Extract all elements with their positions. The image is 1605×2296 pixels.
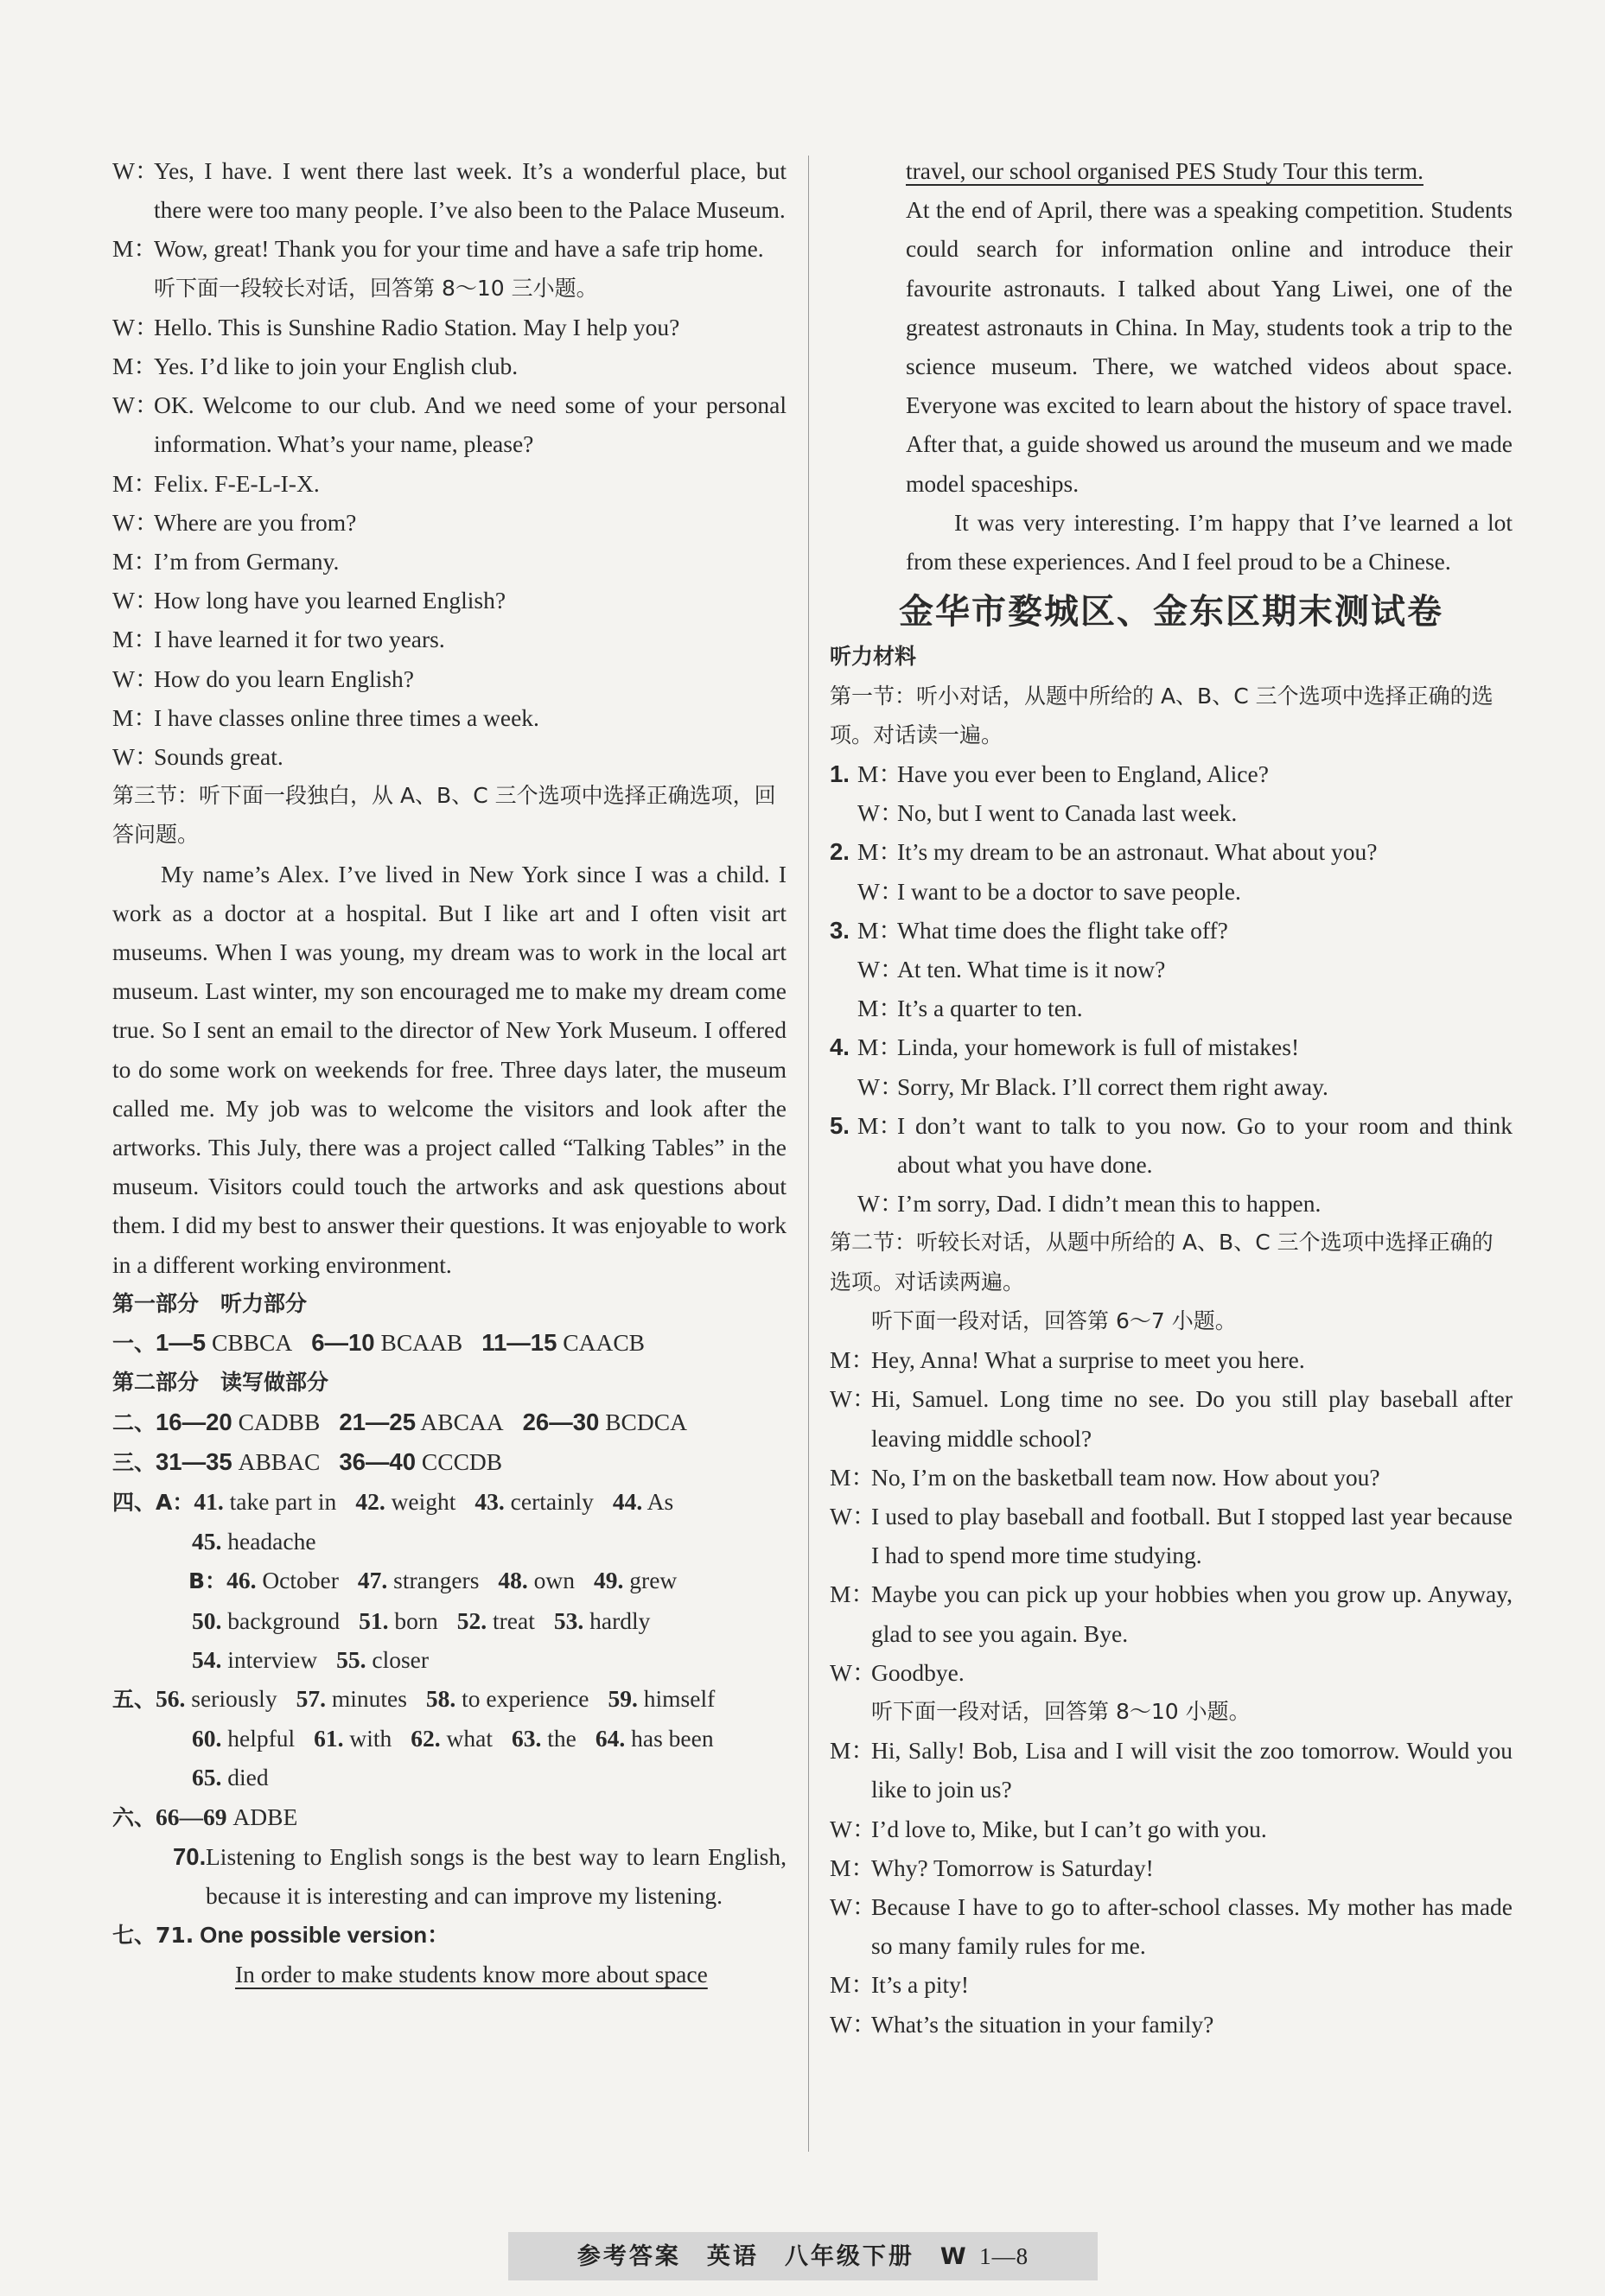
right-column <box>830 151 1513 2044</box>
answer-value: interview <box>221 1645 318 1673</box>
answer-row <box>112 1601 787 1640</box>
answer-row <box>112 1323 787 1363</box>
answer-number: 55. <box>336 1645 366 1673</box>
answer-value: strangers <box>387 1567 480 1594</box>
dialog-8-10-line <box>830 2005 1513 2044</box>
answer-value: own <box>527 1567 576 1594</box>
column-divider <box>808 156 809 2152</box>
answer-value: CCCDB <box>416 1447 503 1475</box>
answer-value: closer <box>366 1645 430 1673</box>
utterance: Where are you from? <box>154 508 357 536</box>
dialog-8-10-line <box>830 1809 1513 1848</box>
answer-value: helpful <box>221 1725 296 1752</box>
answer-label: 四、A： <box>112 1489 194 1515</box>
utterance: Felix. F-E-L-I-X. <box>154 469 320 497</box>
answer-row <box>112 1402 787 1442</box>
answer-number: 59. <box>608 1684 638 1712</box>
section-1-instruction: 第一节：听小对话，从题中所给的 A、B、C 三个选项中选择正确的选项。对话读一遍。 <box>830 683 1494 747</box>
answer-number: 1—5 <box>156 1329 207 1357</box>
page-number: 1—8 <box>979 2243 1029 2269</box>
dialog-2-line <box>112 659 787 698</box>
answer-value: himself <box>637 1684 716 1712</box>
answers-3 <box>112 1442 787 1482</box>
answer-value: ABCAA <box>416 1408 504 1435</box>
answer-number: 58. <box>425 1684 456 1712</box>
page-footer <box>508 2232 1098 2280</box>
speaker: M： <box>857 1034 902 1061</box>
utterance: Yes, I have. I went there last week. It’s a wonderful place, but there were too many people. I’ve also been to the Palace Museum. <box>154 157 787 224</box>
answer-label: 六、 <box>112 1804 156 1830</box>
question-number: 4. <box>830 1034 850 1061</box>
utterance: Because I have to go to after-school classes. My mother has made so many family rules for me. <box>871 1892 1513 1960</box>
utterance: I want to be a doctor to save people. <box>897 877 1241 905</box>
question-line <box>830 989 1513 1027</box>
dialog-2-line <box>112 698 787 737</box>
answer-number: 56. <box>156 1684 186 1712</box>
utterance: Maybe you can pick up your hobbies when you grow up. Anyway, glad to see you again. Bye. <box>871 1580 1513 1647</box>
answer-number: 16—20 <box>156 1408 232 1435</box>
utterance: What’s the situation in your family? <box>871 2010 1214 2038</box>
speaker: W： <box>112 665 159 692</box>
answer-number: 66—69 <box>156 1803 227 1830</box>
speaker: M： <box>830 1854 875 1881</box>
dialog-2-line <box>112 542 787 581</box>
dialog-6-7-line <box>830 1458 1513 1497</box>
answer-number: 11—15 <box>481 1329 557 1357</box>
dialog-8-10-line <box>830 1731 1513 1809</box>
answer-row <box>112 1797 787 1837</box>
speaker: W： <box>112 587 159 614</box>
answer-value: grew <box>623 1567 678 1594</box>
answer-value: ADBE <box>226 1803 298 1830</box>
answer-row <box>112 1679 787 1719</box>
speaker: M： <box>857 760 902 788</box>
essay-start: In order to make students know more about space <box>235 1961 708 1988</box>
dialog-2-line <box>112 308 787 347</box>
answer-row <box>112 1640 787 1679</box>
answers-1 <box>112 1323 787 1363</box>
monologue: My name’s Alex. I’ve lived in New York since I was a child. I work as a doctor at a hospital. But I like art and I often visit art museums. When I was young, my dream was to work in the local art museum. Last winter, my son encouraged me to make my dream come true. So I sent an email to the director of New York Museum. I offered to do some work on weekends for free. Three days later, the museum called me. My job was to welcome the visitors and look after the artworks. This July, there was a project called “Talking Tables” in the museum. Visitors could touch the artworks and ask questions about them. I did my best to answer their questions. It was enjoyable to work in a different working environment. <box>112 860 787 1278</box>
question-line <box>830 1067 1513 1106</box>
speaker: M： <box>830 1346 875 1374</box>
answer-value: what <box>440 1725 494 1752</box>
answer-number: 62. <box>411 1725 441 1752</box>
dialog-6-7-line <box>830 1653 1513 1692</box>
answer-value: background <box>221 1606 341 1634</box>
question-number: 2. <box>830 838 850 866</box>
speaker: W： <box>830 1815 876 1842</box>
answer-value: weight <box>385 1487 456 1515</box>
dialog-6-7-line <box>830 1340 1513 1379</box>
utterance: Hey, Anna! What a surprise to meet you here. <box>871 1346 1305 1374</box>
speaker: M： <box>857 916 902 944</box>
answer-row <box>112 1442 787 1482</box>
answer-row <box>112 1522 787 1561</box>
speaker: W： <box>857 799 904 827</box>
dialog-6-7-line <box>830 1574 1513 1652</box>
dialog-6-7-line <box>830 1379 1513 1457</box>
dialog-2 <box>112 308 787 776</box>
answer-number: 49. <box>594 1567 624 1594</box>
utterance: I’d love to, Mike, but I can’t go with you. <box>871 1815 1267 1842</box>
answers-2 <box>112 1402 787 1442</box>
utterance: Hi, Samuel. Long time no see. Do you still play baseball after leaving middle school? <box>871 1385 1513 1452</box>
answer-value: headache <box>221 1528 316 1555</box>
speaker: M： <box>857 1111 902 1139</box>
dialog-2-line <box>112 620 787 658</box>
answer-value: BCDCA <box>599 1408 687 1435</box>
question-line <box>830 793 1513 832</box>
answer-number: 63. <box>512 1725 542 1752</box>
speaker: M： <box>112 626 157 653</box>
answer-label: B： <box>188 1568 227 1594</box>
answer-number: 50. <box>192 1606 222 1634</box>
answer-value: with <box>343 1725 392 1752</box>
answer-number: 36—40 <box>339 1447 417 1475</box>
answer-value: to experience <box>455 1684 589 1712</box>
answer-7-label: 七、71. <box>112 1923 194 1949</box>
answer-value: CAACB <box>557 1329 646 1357</box>
answers-4 <box>112 1482 787 1679</box>
dialog-2-line <box>112 464 787 503</box>
answer-row <box>112 1719 787 1758</box>
speaker: W： <box>857 877 904 905</box>
speaker: W： <box>857 1190 904 1218</box>
short-dialogs <box>830 754 1513 1223</box>
speaker: W： <box>830 2010 876 2038</box>
answer-label: 三、 <box>112 1449 156 1475</box>
answer-number: 26—30 <box>522 1408 600 1435</box>
utterance: I used to play baseball and football. But I stopped last year because I had to spend more time studying. <box>871 1502 1513 1569</box>
answer-number: 53. <box>553 1606 584 1634</box>
answer-value: minutes <box>325 1684 407 1712</box>
question-line <box>830 950 1513 989</box>
essay-p1-text: At the end of April, there was a speaking competition. Students could search for information online and introduce their favourite astronauts. I talked about Yang Liwei, one of the greatest astronauts in China. In May, students took a trip to the science museum. There, we watched videos about space. Everyone was excited to learn about the history of space travel. After that, a guide showed us around the museum and we made model spaceships. <box>906 196 1513 497</box>
question-line <box>830 754 1513 793</box>
dialog-8-10-line <box>830 1887 1513 1965</box>
utterance: How do you learn English? <box>154 665 414 692</box>
dialog-2-line <box>112 503 787 542</box>
utterance: No, but I went to Canada last week. <box>897 799 1238 827</box>
answer-value: ABBAC <box>232 1447 321 1475</box>
answer-number: 51. <box>359 1606 389 1634</box>
speaker: W： <box>830 1658 876 1686</box>
answer-number: 31—35 <box>156 1447 232 1475</box>
essay-continuation: travel, our school organised PES Study Tour this term. <box>906 157 1423 184</box>
utterance: It’s a pity! <box>871 1971 970 1999</box>
dialog-1 <box>112 151 787 269</box>
dialog-2-line <box>112 581 787 620</box>
answer-value: died <box>221 1764 269 1791</box>
answer-row <box>112 1482 787 1522</box>
dialog-2-line <box>112 737 787 776</box>
utterance: I have classes online three times a week. <box>154 703 539 731</box>
speaker: W： <box>857 1072 904 1100</box>
question-line <box>830 1027 1513 1066</box>
section-3-instruction: 第三节：听下面一段独白，从 A、B、C 三个选项中选择正确选项，回答问题。 <box>112 783 776 848</box>
speaker: W： <box>830 1385 876 1413</box>
answer-number: 43. <box>474 1487 505 1515</box>
question-line <box>830 1184 1513 1223</box>
answer-number: 60. <box>192 1725 222 1752</box>
speaker: M： <box>830 1463 875 1491</box>
utterance: Wow, great! Thank you for your time and have a safe trip home. <box>154 235 764 263</box>
speaker: M： <box>857 838 902 866</box>
answer-row <box>112 1758 787 1797</box>
answer-number: 48. <box>498 1567 528 1594</box>
answer-value: the <box>541 1725 576 1752</box>
speaker: M： <box>112 353 157 380</box>
question-number: 3. <box>830 916 850 944</box>
answer-number: 47. <box>357 1567 388 1594</box>
speaker: W： <box>857 956 904 983</box>
utterance: Hello. This is Sunshine Radio Station. May I help you? <box>154 313 680 340</box>
note-8-10-right: 听下面一段对话，回答第 8～10 小题。 <box>871 1698 1251 1724</box>
utterance: What time does the flight take off? <box>897 916 1228 944</box>
answer-value: CADBB <box>232 1408 321 1435</box>
speaker: W： <box>112 313 159 340</box>
dialog-8-10-line <box>830 1848 1513 1887</box>
answer-number: 64. <box>595 1725 626 1752</box>
part-1-title: 第一部分 听力部分 <box>112 1290 308 1316</box>
utterance: No, I’m on the basketball team now. How about you? <box>871 1463 1380 1491</box>
dialog-8-10 <box>830 1731 1513 2044</box>
utterance: At ten. What time is it now? <box>897 956 1166 983</box>
dialog-6-7-line <box>830 1497 1513 1574</box>
answer-number: 45. <box>192 1528 222 1555</box>
utterance: I’m sorry, Dad. I didn’t mean this to happen. <box>897 1190 1322 1218</box>
utterance: Have you ever been to England, Alice? <box>897 760 1269 788</box>
question-line <box>830 832 1513 871</box>
answer-value: CBBCA <box>206 1329 293 1357</box>
dialog-6-7 <box>830 1340 1513 1692</box>
dialog-1-line <box>112 151 787 229</box>
speaker: M： <box>830 1737 875 1765</box>
answers-6 <box>112 1797 787 1837</box>
answer-value: born <box>388 1606 438 1634</box>
answer-value: take part in <box>223 1487 337 1515</box>
note-8-10: 听下面一段较长对话，回答第 8～10 三小题。 <box>154 275 598 301</box>
speaker: M： <box>112 469 157 497</box>
note-6-7: 听下面一段对话，回答第 6～7 小题。 <box>871 1307 1237 1333</box>
answer-number: 57. <box>296 1684 326 1712</box>
answer-value: certainly <box>504 1487 594 1515</box>
answer-value: As <box>642 1487 674 1515</box>
dialog-2-line <box>112 347 787 385</box>
answer-7-title: One possible version： <box>200 1922 450 1949</box>
answer-number: 6—10 <box>311 1329 375 1357</box>
part-2-title: 第二部分 读写做部分 <box>112 1370 329 1396</box>
essay-paragraph-1 <box>830 190 1513 503</box>
utterance: Sounds great. <box>154 743 283 771</box>
answer-71 <box>112 1915 787 1955</box>
speaker: W： <box>112 743 159 771</box>
utterance: It’s my dream to be an astronaut. What about you? <box>897 838 1378 866</box>
question-number: 5. <box>830 1111 850 1139</box>
answer-70-text: Listening to English songs is the best way to learn English, because it is interesting and can improve my listening. <box>206 1842 787 1909</box>
answer-label: 一、 <box>112 1331 156 1357</box>
answer-value: treat <box>487 1606 535 1634</box>
answer-value: seriously <box>185 1684 277 1712</box>
answer-value: BCAAB <box>374 1329 463 1357</box>
answer-number: 65. <box>192 1764 222 1791</box>
speaker: M： <box>112 548 157 576</box>
utterance: I don’t want to talk to you now. Go to your room and think about what you have done. <box>897 1111 1513 1179</box>
utterance: Why? Tomorrow is Saturday! <box>871 1854 1154 1881</box>
answer-number: 42. <box>355 1487 385 1515</box>
answer-70-num: 70. <box>173 1842 207 1870</box>
utterance: Hi, Sally! Bob, Lisa and I will visit the zoo tomorrow. Would you like to join us? <box>871 1737 1513 1803</box>
essay-paragraph-2: It was very interesting. I’m happy that I’ve learned a lot from these experiences. And I feel proud to be a Chinese. <box>906 508 1513 576</box>
dialog-2-line <box>112 385 787 463</box>
speaker: M： <box>112 235 157 263</box>
speaker: W： <box>112 508 159 536</box>
answer-row <box>112 1561 787 1600</box>
answer-number: 61. <box>314 1725 344 1752</box>
answer-number: 44. <box>612 1487 643 1515</box>
utterance: OK. Welcome to our club. And we need some of your personal information. What’s your name, please? <box>154 391 787 458</box>
dialog-8-10-line <box>830 1965 1513 2004</box>
answer-value: hardly <box>583 1606 651 1634</box>
utterance: Sorry, Mr Black. I’ll correct them right away. <box>897 1072 1328 1100</box>
answer-label: 二、 <box>112 1409 156 1435</box>
section-2-instruction: 第二节：听较长对话，从题中所给的 A、B、C 三个选项中选择正确的选项。对话读两遍。 <box>830 1230 1494 1294</box>
speaker: M： <box>830 1580 875 1608</box>
utterance: It’s a quarter to ten. <box>897 995 1083 1022</box>
question-line <box>830 911 1513 950</box>
utterance: Goodbye. <box>871 1658 965 1686</box>
answer-label: 五、 <box>112 1686 156 1712</box>
left-column <box>112 151 787 1994</box>
footer-title: 参考答案 英语 八年级下册 W <box>576 2243 969 2270</box>
utterance: How long have you learned English? <box>154 587 506 614</box>
answer-70 <box>112 1837 787 1915</box>
speaker: W： <box>830 1502 876 1530</box>
speaker: W： <box>830 1892 876 1920</box>
dialog-1-line <box>112 229 787 268</box>
speaker: M： <box>857 995 902 1022</box>
answer-number: 52. <box>456 1606 487 1634</box>
exam-title: 金华市婺城区、金东区期末测试卷 <box>899 592 1443 633</box>
speaker: W： <box>112 391 159 419</box>
utterance: Yes. I’d like to join your English club. <box>154 353 519 380</box>
answer-number: 41. <box>194 1487 224 1515</box>
answer-value: has been <box>625 1725 714 1752</box>
question-number: 1. <box>830 760 850 788</box>
utterance: Linda, your homework is full of mistakes! <box>897 1034 1300 1061</box>
speaker: M： <box>112 703 157 731</box>
question-line <box>830 1106 1513 1184</box>
answer-number: 54. <box>192 1645 222 1673</box>
speaker: W： <box>112 157 159 184</box>
utterance: I have learned it for two years. <box>154 626 445 653</box>
question-line <box>830 872 1513 911</box>
answer-number: 46. <box>226 1567 257 1594</box>
speaker: M： <box>830 1971 875 1999</box>
answers-5 <box>112 1679 787 1797</box>
answer-value: October <box>256 1567 339 1594</box>
listening-title: 听力材料 <box>830 644 917 670</box>
utterance: I’m from Germany. <box>154 548 340 576</box>
answer-number: 21—25 <box>339 1408 417 1435</box>
